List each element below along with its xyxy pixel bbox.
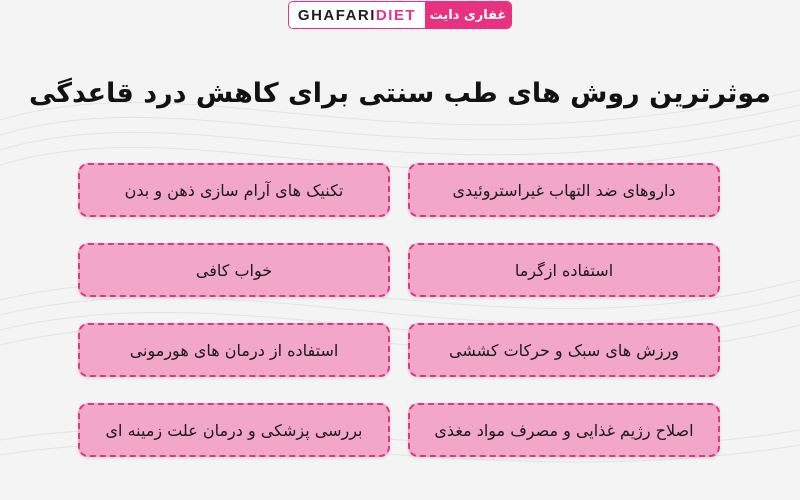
page-title: موثرترین روش های طب سنتی برای کاهش درد قاعدگی bbox=[28, 78, 772, 109]
method-card-heat: استفاده ازگرما bbox=[408, 243, 720, 297]
methods-grid bbox=[78, 163, 720, 457]
brand-logo-text bbox=[289, 2, 425, 28]
method-card-nsaids: داروهای ضد التهاب غیراستروئیدی bbox=[408, 163, 720, 217]
brand-name-part2: DIET bbox=[375, 6, 417, 24]
method-card-diet: اصلاح رژیم غذایی و مصرف مواد مغذی bbox=[408, 403, 720, 457]
method-card-hormonal: استفاده از درمان های هورمونی bbox=[78, 323, 390, 377]
method-card-sleep: خواب کافی bbox=[78, 243, 390, 297]
brand-name-part1: GHAFARI bbox=[297, 6, 376, 24]
method-card-relaxation: تکنیک های آرام سازی ذهن و بدن bbox=[78, 163, 390, 217]
method-card-medical-check: بررسی پزشکی و درمان علت زمینه ای bbox=[78, 403, 390, 457]
brand-badge bbox=[288, 1, 512, 29]
method-card-exercise: ورزش های سبک و حرکات کششی bbox=[408, 323, 720, 377]
brand-name-persian: غفاری دایت bbox=[425, 2, 511, 28]
